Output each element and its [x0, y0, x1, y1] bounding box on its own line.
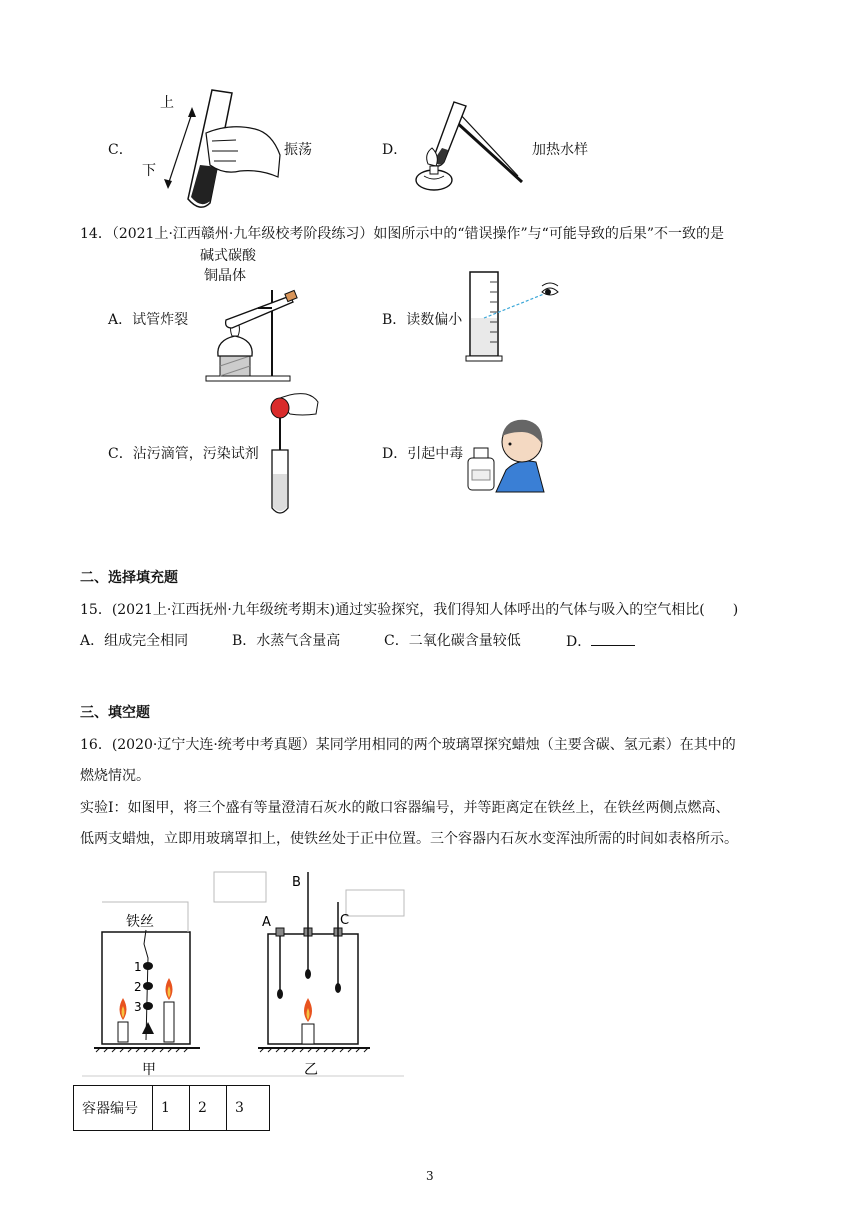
table-cell: 1: [153, 1086, 190, 1131]
container-table: [73, 1085, 270, 1131]
thermometer-b-label: B: [292, 875, 301, 890]
graduated-cylinder-figure: [462, 268, 572, 368]
table-cell: 3: [227, 1086, 270, 1131]
q15-option-a: A．组成完全相同: [80, 633, 189, 649]
section-3-title: 三、填空题: [80, 705, 150, 721]
q14-figA-caption-2: 铜晶体: [204, 268, 246, 284]
thermometer-c-label: C: [340, 913, 350, 928]
section-2-title: 二、选择填充题: [80, 570, 178, 586]
q13-option-c-label: C．: [108, 142, 133, 158]
q16-stem-line1: 16．(2020·辽宁大连·统考中考真题）某同学用相同的两个玻璃罩探究蜡烛（主要含碳、氢元素）在其中的: [80, 737, 736, 753]
iron-wire-label: 铁丝: [126, 914, 154, 930]
figure-jia-caption: 甲: [142, 1062, 156, 1078]
q14-option-d: D．引起中毒: [382, 446, 464, 462]
table-cell: 2: [190, 1086, 227, 1131]
q15-stem: 15．(2021上·江西抚州·九年级统考期末)通过实验探究，我们得知人体呼出的气体与吸入的空气相比( ): [80, 602, 739, 618]
up-label: 上: [160, 95, 174, 111]
q16-experiment-line2: 低两支蜡烛，立即用玻璃罩扣上，使铁丝处于正中位置。三个容器内石灰水变浑浊所需的时间如表格所示。: [80, 831, 738, 847]
q15-answer-blank[interactable]: [591, 631, 635, 646]
dropper-figure: [262, 390, 322, 520]
q15-option-b: B．水蒸气含量高: [232, 633, 341, 649]
q16-experiment-line1: 实验Ⅰ：如图甲，将三个盛有等量澄清石灰水的敞口容器编号，并等距离定在铁丝上，在铁丝两侧点燃高、: [80, 800, 730, 816]
q16-stem-line2: 燃烧情况。: [80, 768, 150, 784]
q14-option-c: C．沾污滴管，污染试剂: [108, 446, 259, 462]
q14-figA-caption-1: 碱式碳酸: [200, 248, 256, 264]
thermometer-a-label: A: [262, 915, 271, 930]
q15-option-c: C．二氧化碳含量较低: [384, 633, 521, 649]
candle-experiment-figure: [82, 862, 412, 1077]
q14-option-b: B．读数偏小: [382, 312, 463, 328]
table-header-cell: 容器编号: [74, 1086, 153, 1131]
q14-option-a: A．试管炸裂: [108, 312, 189, 328]
heat-water-figure: [414, 92, 524, 202]
container-1-label: 1: [134, 960, 142, 974]
page-number: 3: [426, 1169, 434, 1183]
q13-option-d-label: D．: [382, 142, 408, 158]
q14-stem: 14．（2021上·江西赣州·九年级校考阶段练习）如图所示中的“错误操作”与“可能导致的后果”不一致的是: [80, 226, 724, 242]
q13-option-d-text: 加热水样: [532, 142, 588, 158]
container-2-label: 2: [134, 980, 142, 994]
heating-solid-figure: [198, 288, 308, 383]
smell-gas-figure: [466, 414, 546, 494]
q15-option-d: [566, 631, 635, 652]
figure-yi-caption: 乙: [304, 1062, 318, 1078]
table-row: [74, 1086, 270, 1131]
q15-option-d-label: D．: [566, 634, 592, 650]
down-label: 下: [142, 163, 156, 179]
container-3-label: 3: [134, 1000, 142, 1014]
q13-option-c-text: 振荡: [284, 142, 312, 158]
